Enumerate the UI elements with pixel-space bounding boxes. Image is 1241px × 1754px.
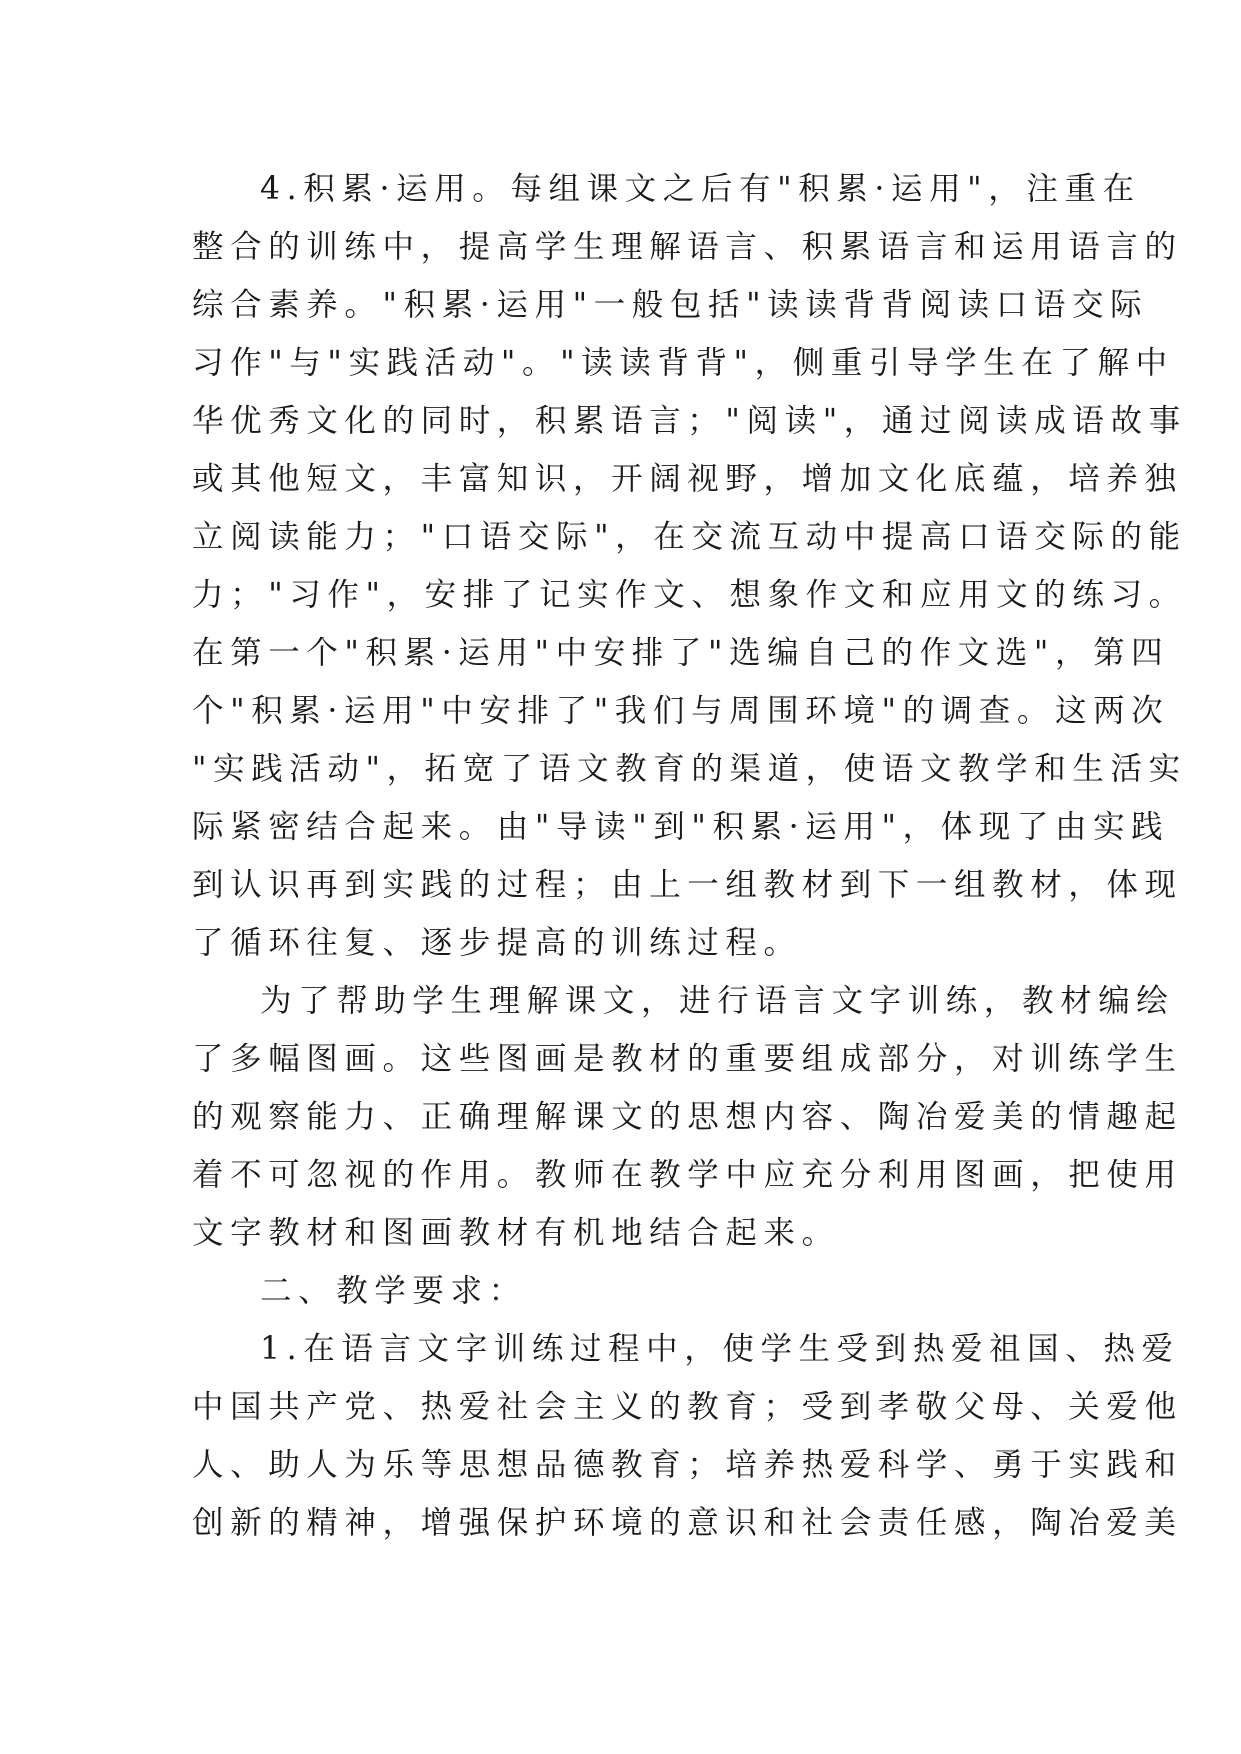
text-line: 立阅读能力；"口语交际"，在交流互动中提高口语交际的能	[192, 519, 1187, 555]
document-body	[192, 160, 1187, 1552]
text-line: 习作"与"实践活动"。"读读背背"，侧重引导学生在了解中	[192, 345, 1174, 381]
text-line: 到认识再到实践的过程；由上一组教材到下一组教材，体现	[192, 867, 1183, 903]
text-line: 文字教材和图画教材有机地结合起来。	[192, 1215, 840, 1251]
text-line: "实践活动"，拓宽了语文教育的渠道，使语文教学和生活实	[192, 751, 1187, 787]
text-line: 4.积累·运用。每组课文之后有"积累·运用"，注重在	[260, 171, 1141, 207]
section-heading: 二、教学要求：	[260, 1273, 527, 1309]
text-line: 人、助人为乐等思想品德教育；培养热爱科学、勇于实践和	[192, 1447, 1183, 1483]
text-line: 的观察能力、正确理解课文的思想内容、陶冶爱美的情趣起	[192, 1099, 1183, 1135]
text-line: 在第一个"积累·运用"中安排了"选编自己的作文选"，第四	[192, 635, 1170, 671]
text-line: 1.在语言文字训练过程中，使学生受到热爱祖国、热爱	[260, 1331, 1180, 1367]
text-line: 了循环往复、逐步提高的训练过程。	[192, 925, 802, 961]
text-line: 综合素养。"积累·运用"一般包括"读读背背阅读口语交际	[192, 287, 1149, 323]
text-line: 中国共产党、热爱社会主义的教育；受到孝敬父母、关爱他	[192, 1389, 1183, 1425]
text-line: 力；"习作"，安排了记实作文、想象作文和应用文的练习。	[192, 577, 1187, 613]
text-line: 着不可忽视的作用。教师在教学中应充分利用图画，把使用	[192, 1157, 1183, 1193]
text-line: 为了帮助学生理解课文，进行语言文字训练，教材编绘	[260, 983, 1175, 1019]
text-line: 或其他短文，丰富知识，开阔视野，增加文化底蕴，培养独	[192, 461, 1183, 497]
text-line: 创新的精神，增强保护环境的意识和社会责任感，陶冶爱美	[192, 1505, 1183, 1541]
text-line: 个"积累·运用"中安排了"我们与周围环境"的调查。这两次	[192, 693, 1170, 729]
text-line: 际紧密结合起来。由"导读"到"积累·运用"，体现了由实践	[192, 809, 1170, 845]
text-line: 整合的训练中，提高学生理解语言、积累语言和运用语言的	[192, 229, 1183, 265]
text-line: 华优秀文化的同时，积累语言；"阅读"，通过阅读成语故事	[192, 403, 1187, 439]
text-line: 了多幅图画。这些图画是教材的重要组成部分，对训练学生	[192, 1041, 1183, 1077]
